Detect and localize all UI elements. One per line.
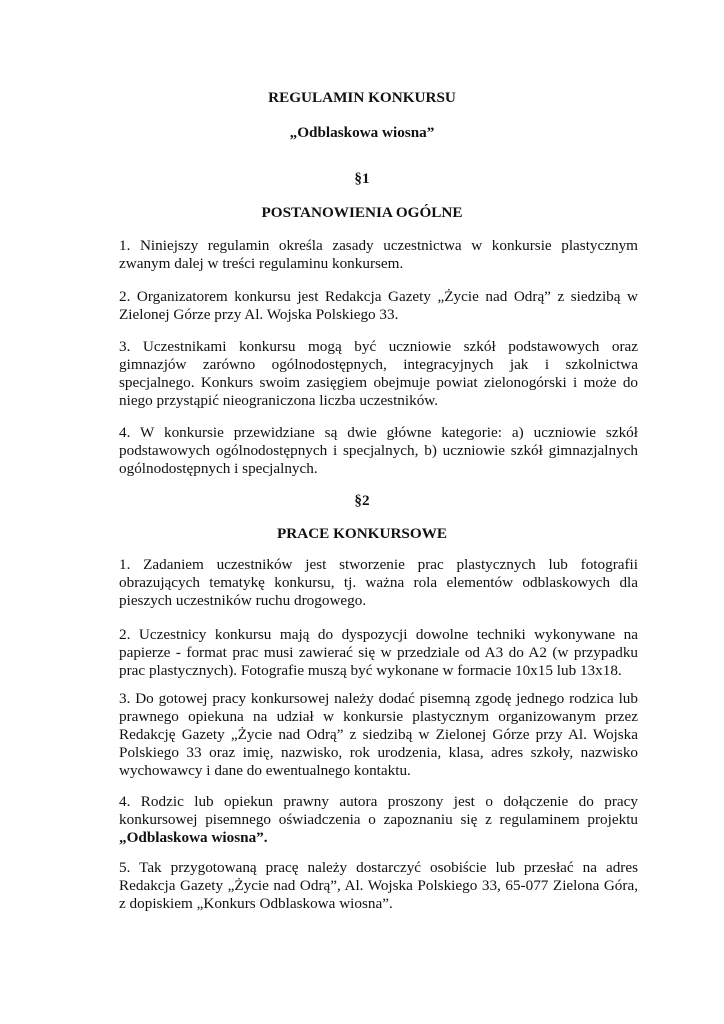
paragraph-line: 4. W konkursie przewidziane są dwie główne kategorie: xyxy=(119,424,502,441)
paragraph-line: nieograniczona liczba uczestników. xyxy=(222,392,439,409)
section-2-heading: PRACE KONKURSOWE xyxy=(276,525,448,542)
document-title: REGULAMIN KONKURSU xyxy=(268,89,456,106)
section-2-paragraph-1 xyxy=(119,556,638,610)
paragraph-line: Gazety „Życie nad Odrą”, Al. Wojska Polskiego 33, 65-077 Zielona Góra, z dopiskiem xyxy=(119,877,639,912)
category-a: a) uczniowie szkół podstawowych ogólnodostępnych i specjalnych, xyxy=(119,424,638,459)
paragraph-line: oraz imię, nazwisko, rok urodzenia, klasa, adres szkoły, nazwisko wychowawcy i dane xyxy=(119,744,639,779)
paragraph-line: do ewentualnego kontaktu. xyxy=(246,762,411,779)
section-2-paragraph-2 xyxy=(119,626,638,680)
section-1-paragraph-2 xyxy=(119,288,638,324)
paragraph-line: 2. Uczestnicy konkursu mają do dyspozycji dowolne techniki wykonywane na papierze xyxy=(119,626,638,661)
paragraph-line: 4. Rodzic lub opiekun prawny autora proszony jest o dołączenie do pracy konkursowej xyxy=(119,793,638,828)
paragraph-line: ruchu drogowego. xyxy=(255,592,367,609)
paragraph-line: Gazety „Życie nad Odrą” z siedzibą w Zielonej Górze przy Al. Wojska Polskiego 33 xyxy=(119,726,639,761)
paragraph-line xyxy=(119,811,638,846)
section-2-number: §2 xyxy=(354,492,370,509)
paragraph-line: dalej w treści regulaminu konkursem. xyxy=(174,255,404,272)
section-2-paragraph-5 xyxy=(119,859,638,913)
section-1-paragraph-4 xyxy=(119,424,638,478)
section-1-heading: POSTANOWIENIA OGÓLNE xyxy=(261,204,463,221)
section-1-paragraph-1 xyxy=(119,237,638,273)
paragraph-line: swoim zasięgiem obejmuje powiat zielonogórski i może do niego przystąpić xyxy=(119,374,639,409)
section-1-number: §1 xyxy=(354,170,370,187)
paragraph-line: tematykę konkursu, tj. ważna rola elementów odblaskowych dla pieszych uczestników xyxy=(119,574,638,609)
paragraph-line: 3. Do gotowej pracy konkursowej należy dodać pisemną zgodę jednego rodzica lub xyxy=(119,690,638,707)
paragraph-text: pisemnego oświadczenia o zapoznaniu się z regulaminem projektu xyxy=(205,811,639,828)
paragraph-line: - format prac musi zawierać się w przedziale od A3 do A2 (w przypadku prac xyxy=(119,644,639,679)
paragraph-line: plastycznych). Fotografie muszą być wykonane w formacie 10x15 lub 13x18. xyxy=(148,662,622,679)
paragraph-line: 1. Niniejszy regulamin określa zasady uczestnictwa w konkursie plastycznym zwanym xyxy=(119,237,638,272)
document-subtitle: „Odblaskowa wiosna” xyxy=(289,124,435,141)
category-b: b) uczniowie szkół gimnazjalnych ogólnodostępnych i specjalnych. xyxy=(119,442,639,477)
paragraph-line: Zielonej Górze przy Al. Wojska Polskiego 33. xyxy=(119,306,399,323)
paragraph-line: 2. Organizatorem konkursu jest Redakcja Gazety „Życie nad Odrą” z siedzibą w xyxy=(119,288,638,305)
section-2-paragraph-3 xyxy=(119,690,638,780)
paragraph-line xyxy=(211,829,267,846)
project-name-bold: wiosna”. xyxy=(211,829,268,846)
paragraph-line: 5. Tak przygotowaną pracę należy dostarczyć osobiście lub przesłać na adres Redakcja xyxy=(119,859,638,894)
paragraph-line: 3. Uczestnikami konkursu mogą być uczniowie szkół podstawowych oraz gimnazjów xyxy=(119,338,638,373)
paragraph-line: „Konkurs Odblaskowa wiosna”. xyxy=(196,895,393,912)
paragraph-line: 1. Zadaniem uczestników jest stworzenie prac plastycznych lub fotografii obrazujących xyxy=(119,556,638,591)
project-name-bold: „Odblaskowa xyxy=(119,829,208,846)
section-2-paragraph-4 xyxy=(119,793,638,847)
section-1-paragraph-3 xyxy=(119,338,638,410)
paragraph-line: zarówno ogólnodostępnych, integracyjnych jak i szkolnictwa specjalnego. Konkurs xyxy=(119,356,638,391)
paragraph-line: prawnego opiekuna na udział w konkursie plastycznym organizowanym przez Redakcję xyxy=(119,708,638,743)
